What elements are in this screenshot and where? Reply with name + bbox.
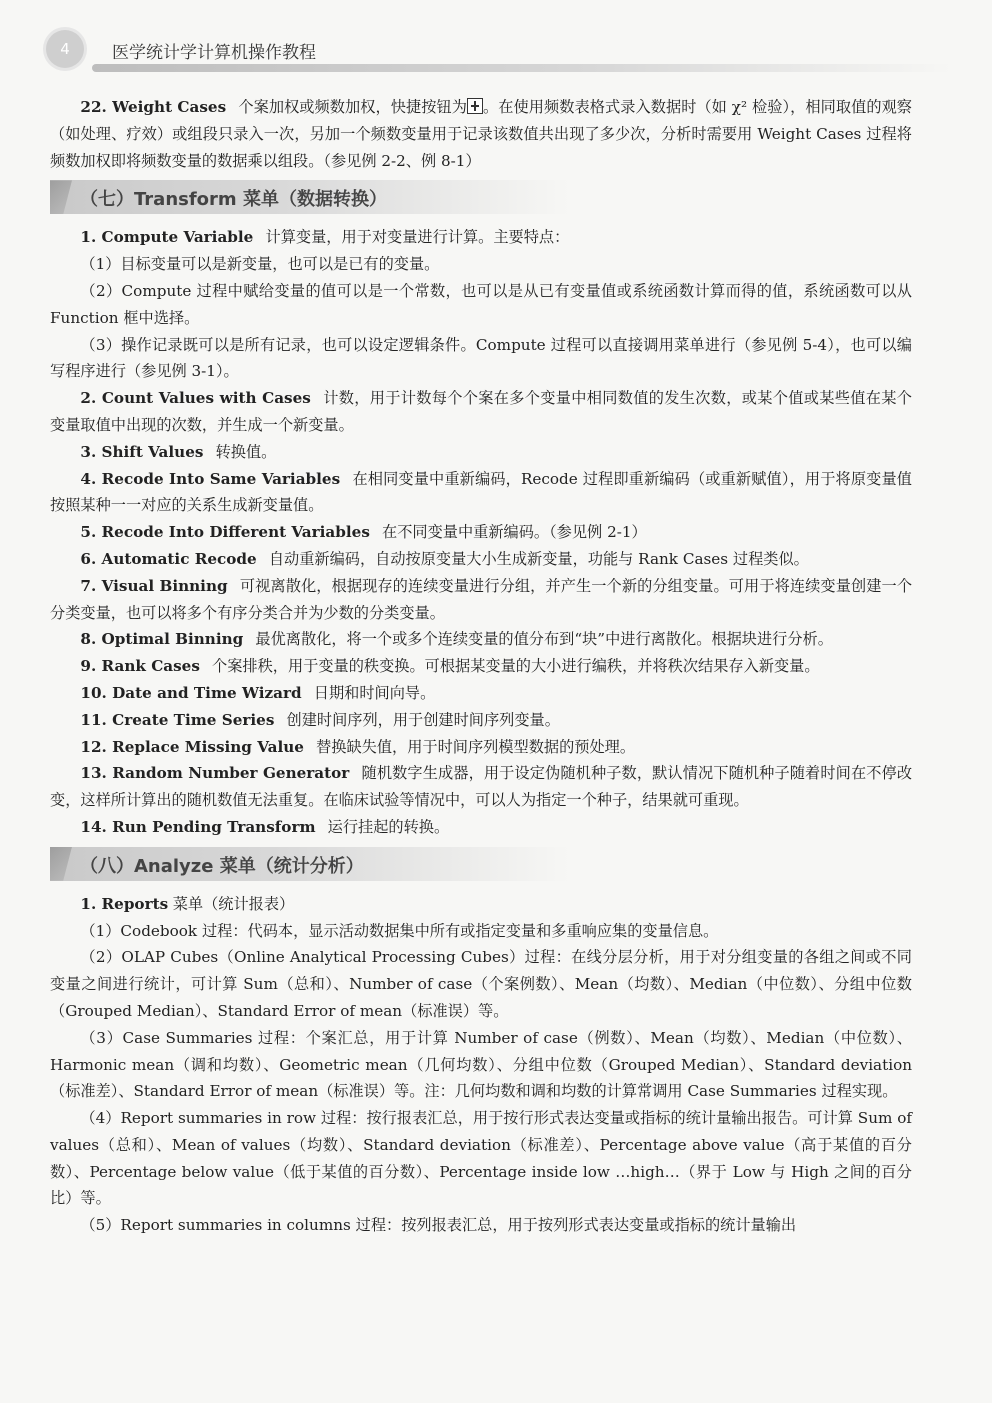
list-item [50, 251, 912, 278]
list-item [50, 278, 912, 332]
item-term: 10. Date and Time Wizard [80, 683, 302, 702]
list-item [50, 653, 912, 680]
page-number: 4 [46, 30, 84, 68]
item-text: （3）操作记录既可以是所有记录，也可以设定逻辑条件。Compute 过程可以直接调用菜单进行（参见例 5-4），也可以编写程序进行（参见例 3-1）。 [50, 335, 912, 381]
list-item [50, 439, 912, 466]
analyze-list [50, 891, 912, 1239]
list-item [50, 814, 912, 841]
section-analyze-title: （八）Analyze 菜单（统计分析） [80, 855, 364, 877]
item-text: 个案排秩，用于变量的秩变换。可根据某变量的大小进行编秩，并将秩次结果存入新变量。 [212, 657, 820, 676]
header-rule [92, 64, 952, 72]
weight-cases-icon [467, 98, 483, 114]
item-text: 创建时间序列，用于创建时间序列变量。 [286, 710, 560, 729]
section-transform-title: （七）Transform 菜单（数据转换） [80, 189, 387, 211]
list-item [50, 707, 912, 734]
item-term: 12. Replace Missing Value [80, 737, 304, 756]
item-text: 可视离散化，根据现存的连续变量进行分组，并产生一个新的分组变量。可用于将连续变量创建一个分类变量，也可以将多个有序分类合并为少数的分类变量。 [50, 576, 913, 622]
item-text: （4）Report summaries in row 过程：按行报表汇总，用于按行形式表达变量或指标的统计量输出报告。可计算 Sum of values（总和）、Mean of values（均数）、Standard deviation（标准差）、Percentage above value（高于某值的百分数）、Percentage below value（低于某值的百分数）、Percentage inside low …high…（界于 Low 与 High 之间的百分比）等。 [50, 1109, 912, 1208]
item-term: 7. Visual Binning [80, 576, 228, 595]
item-term: 6. Automatic Recode [80, 549, 257, 568]
weight-cases-paragraph [50, 94, 912, 174]
item-text: 随机数字生成器，用于设定伪随机种子数，默认情况下随机种子随着时间在不停改变，这样所计算出的随机数值无法重复。在临床试验等情况中，可以人为指定一个种子，结果就可重现。 [50, 764, 913, 810]
item-term: 9. Rank Cases [80, 657, 200, 676]
item-term: 1. Reports [80, 894, 169, 913]
item-text: 运行挂起的转换。 [327, 817, 450, 836]
book-title: 医学统计学计算机操作教程 [112, 43, 316, 63]
item-text: 在相同变量中重新编码，Recode 过程即重新编码（或重新赋值），用于将原变量值按照某种一一对应的关系生成新变量值。 [50, 469, 912, 515]
item-term: 11. Create Time Series [80, 710, 275, 729]
item-text: 自动重新编码，自动按原变量大小生成新变量，功能与 Rank Cases 过程类似。 [268, 549, 809, 568]
item-text: 转换值。 [215, 442, 277, 461]
item-term: 13. Random Number Generator [80, 764, 350, 783]
item-term: 5. Recode Into Different Variables [80, 523, 370, 542]
item-term: 2. Count Values with Cases [80, 389, 311, 408]
list-item [50, 918, 912, 945]
list-item [50, 546, 912, 573]
list-item [50, 1212, 912, 1239]
list-item [50, 332, 912, 386]
section-transform [50, 180, 570, 214]
item-text: 在不同变量中重新编码。（参见例 2-1） [382, 523, 647, 542]
item-term: 1. Compute Variable [80, 228, 254, 247]
list-item [50, 1105, 912, 1212]
list-item [50, 680, 912, 707]
list-item [50, 385, 912, 439]
page-header [40, 28, 940, 72]
item-text: （2）OLAP Cubes（Online Analytical Processing Cubes）过程：在线分层分析，用于对分组变量的各组之间或不同变量之间进行统计，可计算 Sum（总和）、Number of case（个案例数）、Mean（均数）、Median（中位数）、分组中位数（Grouped Median）、Standard Error of mean（标准误）等。 [50, 948, 912, 1020]
item-text: 菜单（统计报表） [172, 894, 295, 913]
item-term: 8. Optimal Binning [80, 630, 244, 649]
item-text: （1）Codebook 过程：代码本，显示活动数据集中所有或指定变量和多重响应集的变量信息。 [80, 921, 719, 940]
list-item [50, 466, 912, 520]
list-item [50, 944, 912, 1024]
item-term: 3. Shift Values [80, 442, 204, 461]
list-item [50, 224, 912, 251]
list-item [50, 891, 912, 918]
item-text: 计算变量，用于对变量进行计算。主要特点： [265, 228, 570, 247]
page-body [50, 94, 912, 1239]
list-item [50, 760, 912, 814]
item-text: （1）目标变量可以是新变量，也可以是已有的变量。 [80, 255, 440, 274]
list-item [50, 519, 912, 546]
item-text: 日期和时间向导。 [313, 683, 436, 702]
list-item [50, 734, 912, 761]
item-term: 4. Recode Into Same Variables [80, 469, 341, 488]
item-text: （3）Case Summaries 过程：个案汇总，用于计算 Number of case（例数）、Mean（均数）、Median（中位数）、Harmonic mean（调和均数）、Geometric mean（几何均数）、分组中位数（Grouped Median）、Standard deviation（标准差）、Standard Error of mean（标准误）等。注：几何均数和调和均数的计算常调用 Case Summaries 过程实现。 [50, 1028, 912, 1101]
item-text: 计数，用于计数每个个案在多个变量中相同数值的发生次数，或某个值或某些值在某个变量取值中出现的次数，并生成一个新变量。 [50, 389, 912, 434]
item-text: 替换缺失值，用于时间序列模型数据的预处理。 [316, 737, 636, 756]
list-item [50, 626, 912, 653]
item-text: （2）Compute 过程中赋给变量的值可以是一个常数，也可以是从已有变量值或系统函数计算而得的值，系统函数可以从 Function 框中选择。 [50, 281, 912, 327]
item-term: 14. Run Pending Transform [80, 817, 316, 836]
term-weight-cases: 22. Weight Cases [80, 98, 227, 116]
item-text: （5）Report summaries in columns 过程：按列报表汇总，用于按列形式表达变量或指标的统计量输出 [80, 1216, 797, 1235]
section-analyze [50, 847, 570, 881]
list-item [50, 1025, 912, 1105]
weight-cases-text-a: 个案加权或频数加权，快捷按钮为 [238, 98, 467, 116]
transform-list [50, 224, 912, 840]
weight-cases-text-b: 。在使用频数表格式录入数据时（如 χ² 检验），相同取值的观察（如处理、疗效）或组段只录入一次，另加一个频数变量用于记录该数值共出现了多少次，分析时需要用 Weight Cases 过程将频数加权即将频数变量的数据乘以组段。（参见例 2-2、例 8-1） [50, 98, 912, 170]
list-item [50, 573, 912, 627]
item-text: 最优离散化，将一个或多个连续变量的值分布到“块”中进行离散化。根据块进行分析。 [255, 630, 833, 649]
